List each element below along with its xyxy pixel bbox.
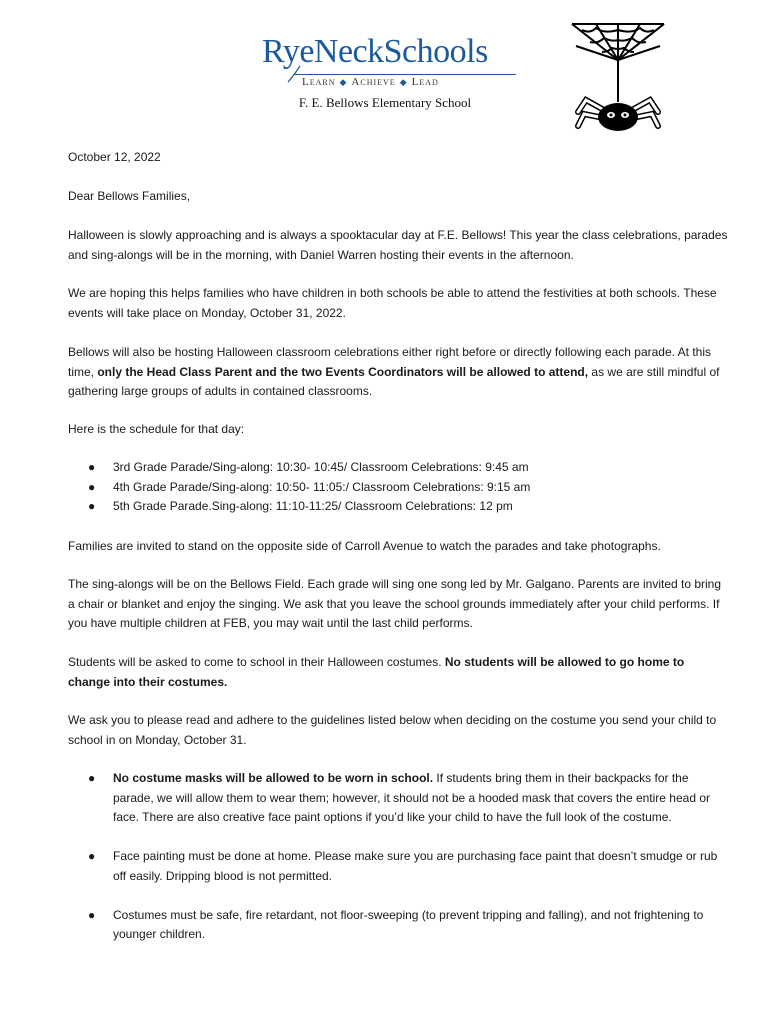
paragraph-sing-alongs: The sing-alongs will be on the Bellows Field. Each grade will sing one song led by Mr. Galgano. Parents are invited to bring a chair or blanket and enjoy the singing. We ask that you leave the school grounds immediately after your child performs. If you have multiple children at FEB, you may wait until the last child performs.	[68, 577, 722, 630]
schedule-list	[68, 458, 728, 517]
list-item: ● 3rd Grade Parade/Sing-along: 10:30- 10:45/ Classroom Celebrations: 9:45 am	[88, 460, 529, 474]
paragraph-both-schools: We are hoping this helps families who have children in both schools be able to attend the festivities at both schools. These events will take place on Monday, October 31, 2022.	[68, 286, 717, 320]
school-district-logo	[262, 34, 520, 86]
spider-icon	[578, 100, 658, 131]
list-item: ● Face painting must be done at home. Please make sure you are purchasing face paint that doesn’t smudge or rub off easily. Dripping blood is not permitted.	[88, 849, 718, 883]
letter-date: October 12, 2022	[68, 150, 161, 164]
paragraph-guidelines: We ask you to please read and adhere to the guidelines listed below when deciding on the costume you send your child to school in on Monday, October 31.	[68, 713, 717, 747]
school-name: F. E. Bellows Elementary School	[298, 95, 472, 110]
letter-greeting: Dear Bellows Families,	[68, 189, 191, 203]
paragraph-intro: Halloween is slowly approaching and is always a spooktacular day at F.E. Bellows! This year the class celebrations, parades and sing-alongs will be in the morning, with Daniel Warren hosting their events in the afternoon.	[68, 228, 728, 262]
spider-web-icon	[568, 20, 668, 132]
list-item: ● 4th Grade Parade/Sing-along: 10:50- 11:05:/ Classroom Celebrations: 9:15 am	[88, 479, 531, 494]
paragraph-costumes: Students will be asked to come to school in their Halloween costumes. No students will be allowed to go home to change into their costumes.	[68, 655, 685, 689]
logo-divider	[294, 74, 516, 75]
guidelines-list	[68, 769, 728, 964]
list-item: ● Costumes must be safe, fire retardant, not floor-sweeping (to prevent tripping and falling), and not frightening to younger children.	[88, 907, 704, 941]
paragraph-families: Families are invited to stand on the opposite side of Carroll Avenue to watch the parades and take photographs.	[68, 539, 661, 553]
list-item: ● 5th Grade Parade.Sing-along: 11:10-11:25/ Classroom Celebrations: 12 pm	[88, 499, 513, 513]
logo-name: RyeNeckSchools	[262, 33, 488, 70]
list-item: ● No costume masks will be allowed to be worn in school. If students bring them in their backpacks for the parade, we will allow them to wear them; however, it should not be a hooded mask that covers the entire head or face. There are also creative face paint options if you’d like your child to have the full look of the costume.	[88, 771, 710, 824]
logo-tagline: Learn ◆ Achieve ◆ Lead	[302, 76, 439, 88]
paragraph-classroom-celebrations: Bellows will also be hosting Halloween classroom celebrations either right before or directly following each parade. At this time, only the Head Class Parent and the two Events Coordinators will be allowed to attend, as we are still mindful of gathering large groups of adults in contained classrooms.	[68, 345, 720, 398]
paragraph-schedule-intro: Here is the schedule for that day:	[68, 422, 245, 436]
